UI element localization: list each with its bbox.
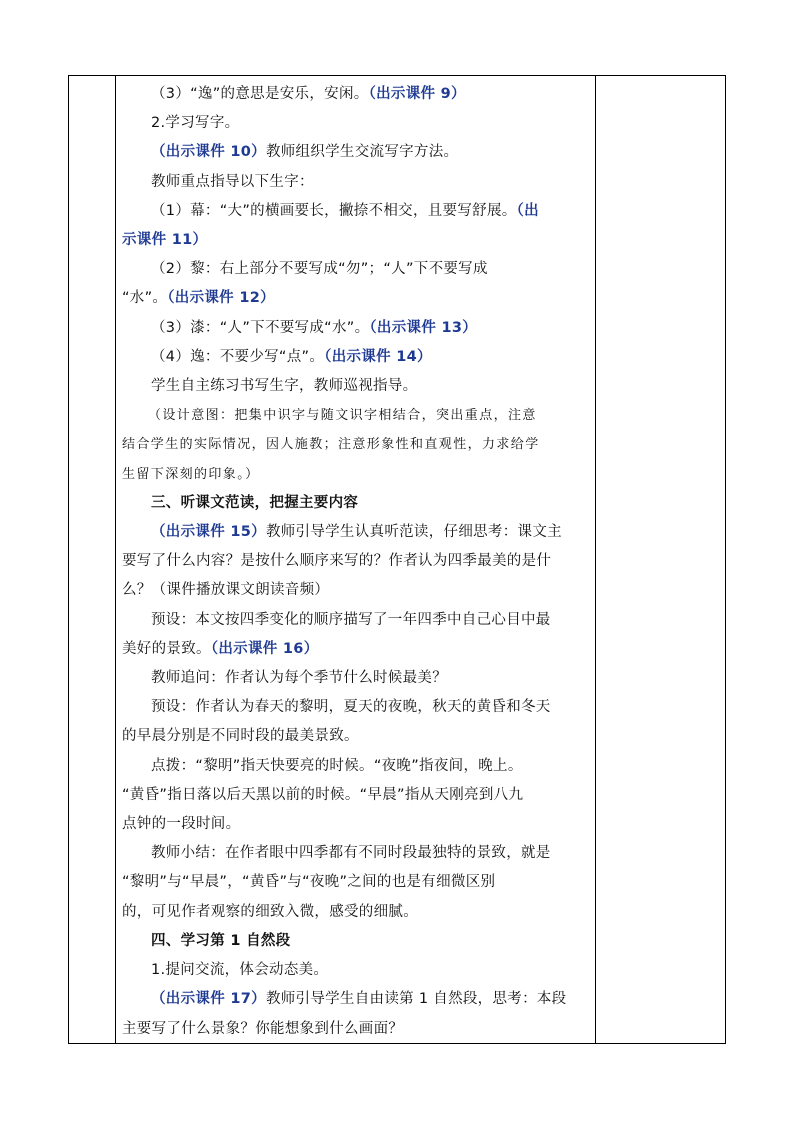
- text: （3）漆：“人”下不要写成“水”。: [151, 319, 370, 336]
- text: 教师小结：在作者眼中四季都有不同时段最独特的景致，就是: [151, 845, 551, 862]
- paragraph-free-reading: [122, 985, 590, 1043]
- text: 么？（课件播放课文朗读音频）: [122, 582, 330, 599]
- text: （4）逸：不要少写“点”。: [151, 348, 325, 365]
- table-column-divider-1: [115, 75, 116, 1044]
- courseware-ref: （出示课件 12）: [167, 290, 275, 307]
- courseware-ref: （出示课件 13）: [369, 319, 478, 336]
- paragraph-question-exchange: 1.提问交流，体会动态美。: [151, 962, 329, 979]
- text: 教师引导学生认真听范读，仔细思考：课文主: [265, 524, 562, 541]
- text: 点拨：“黎明”指天快要亮的时候。“夜晚”指夜间，晚上。: [151, 757, 523, 774]
- courseware-ref: （出: [516, 202, 539, 219]
- paragraph-listen-reading: [122, 518, 590, 606]
- paragraph-pointer: [122, 752, 590, 840]
- paragraph-preset-1: [122, 606, 590, 664]
- section-heading-4: 四、学习第 1 自然段: [151, 932, 291, 949]
- text: （设计意图：把集中识字与随文识字相结合，突出重点，注意: [148, 408, 537, 424]
- lesson-content: [122, 80, 590, 1044]
- text: “黄昏”指日落以后天黑以前的时候。“早晨”指从天刚亮到八九: [122, 786, 524, 803]
- text: 美好的景致。: [122, 640, 211, 657]
- table-column-divider-2: [595, 75, 596, 1044]
- text: （2）黎：右上部分不要写成“勿”；“人”下不要写成: [151, 261, 488, 278]
- section-heading-3: 三、听课文范读，把握主要内容: [151, 494, 359, 511]
- paragraph-char-qi: [122, 314, 590, 343]
- paragraph-preset-2: [122, 693, 590, 751]
- courseware-ref: （出示课件 16）: [210, 640, 319, 657]
- courseware-ref: （出示课件 15）: [151, 524, 266, 541]
- text: “黎明”与“早晨”，“黄昏”与“夜晚”之间的也是有细微区别: [122, 874, 496, 891]
- text: 点钟的一段时间。: [122, 816, 241, 833]
- paragraph-char-li: [122, 255, 590, 313]
- text: （3）“逸”的意思是安乐，安闲。: [151, 86, 369, 102]
- text: 教师组织学生交流写字方法。: [265, 144, 459, 161]
- courseware-ref: （出示课件 9）: [368, 86, 466, 102]
- courseware-ref: （出示课件 14）: [324, 348, 432, 365]
- text: 预设：作者认为春天的黎明，夏天的夜晚，秋天的黄昏和冬天: [151, 699, 551, 716]
- text: 的早晨分别是不同时段的最美景致。: [122, 728, 359, 745]
- text: “水”。: [122, 290, 168, 307]
- table-left-border: [68, 75, 69, 1044]
- text: 教师引导学生自由读第 1 自然段，思考：本段: [265, 991, 567, 1008]
- paragraph-char-mu: [122, 197, 590, 255]
- paragraph-summary: [122, 839, 590, 927]
- paragraph-meaning-yi: [122, 80, 590, 109]
- text: 结合学生的实际情况，因人施教；注意形象性和直观性，力求给学: [122, 437, 540, 453]
- text: 主要写了什么景象？你能想象到什么画面？: [122, 1020, 404, 1037]
- text: 预设：本文按四季变化的顺序描写了一年四季中自己心目中最: [151, 611, 551, 628]
- text: 生留下深刻的印象。）: [122, 466, 260, 482]
- text: 的，可见作者观察的细致入微，感受的细腻。: [122, 903, 418, 920]
- paragraph-char-yi: [122, 343, 590, 372]
- courseware-ref: （出示课件 17）: [151, 991, 266, 1008]
- paragraph-practice: 学生自主练习书写生字，教师巡视指导。: [151, 378, 418, 395]
- paragraph-key-guidance: 教师重点指导以下生字：: [151, 173, 314, 190]
- paragraph-teacher-question: 教师追问：作者认为每个季节什么时候最美？: [151, 670, 447, 687]
- text: （1）幕：“大”的横画要长，撇捺不相交，且要写舒展。: [151, 202, 517, 219]
- table-top-border: [68, 75, 726, 76]
- paragraph-writing-method: [122, 138, 590, 167]
- text: 要写了什么内容？是按什么顺序来写的？作者认为四季最美的是什: [122, 553, 552, 570]
- paragraph-design-intent: [122, 401, 590, 489]
- courseware-ref: 示课件 11）: [122, 232, 208, 249]
- paragraph-learn-writing: 2.学习写字。: [151, 115, 240, 132]
- table-right-border: [725, 75, 726, 1044]
- courseware-ref: （出示课件 10）: [151, 144, 266, 161]
